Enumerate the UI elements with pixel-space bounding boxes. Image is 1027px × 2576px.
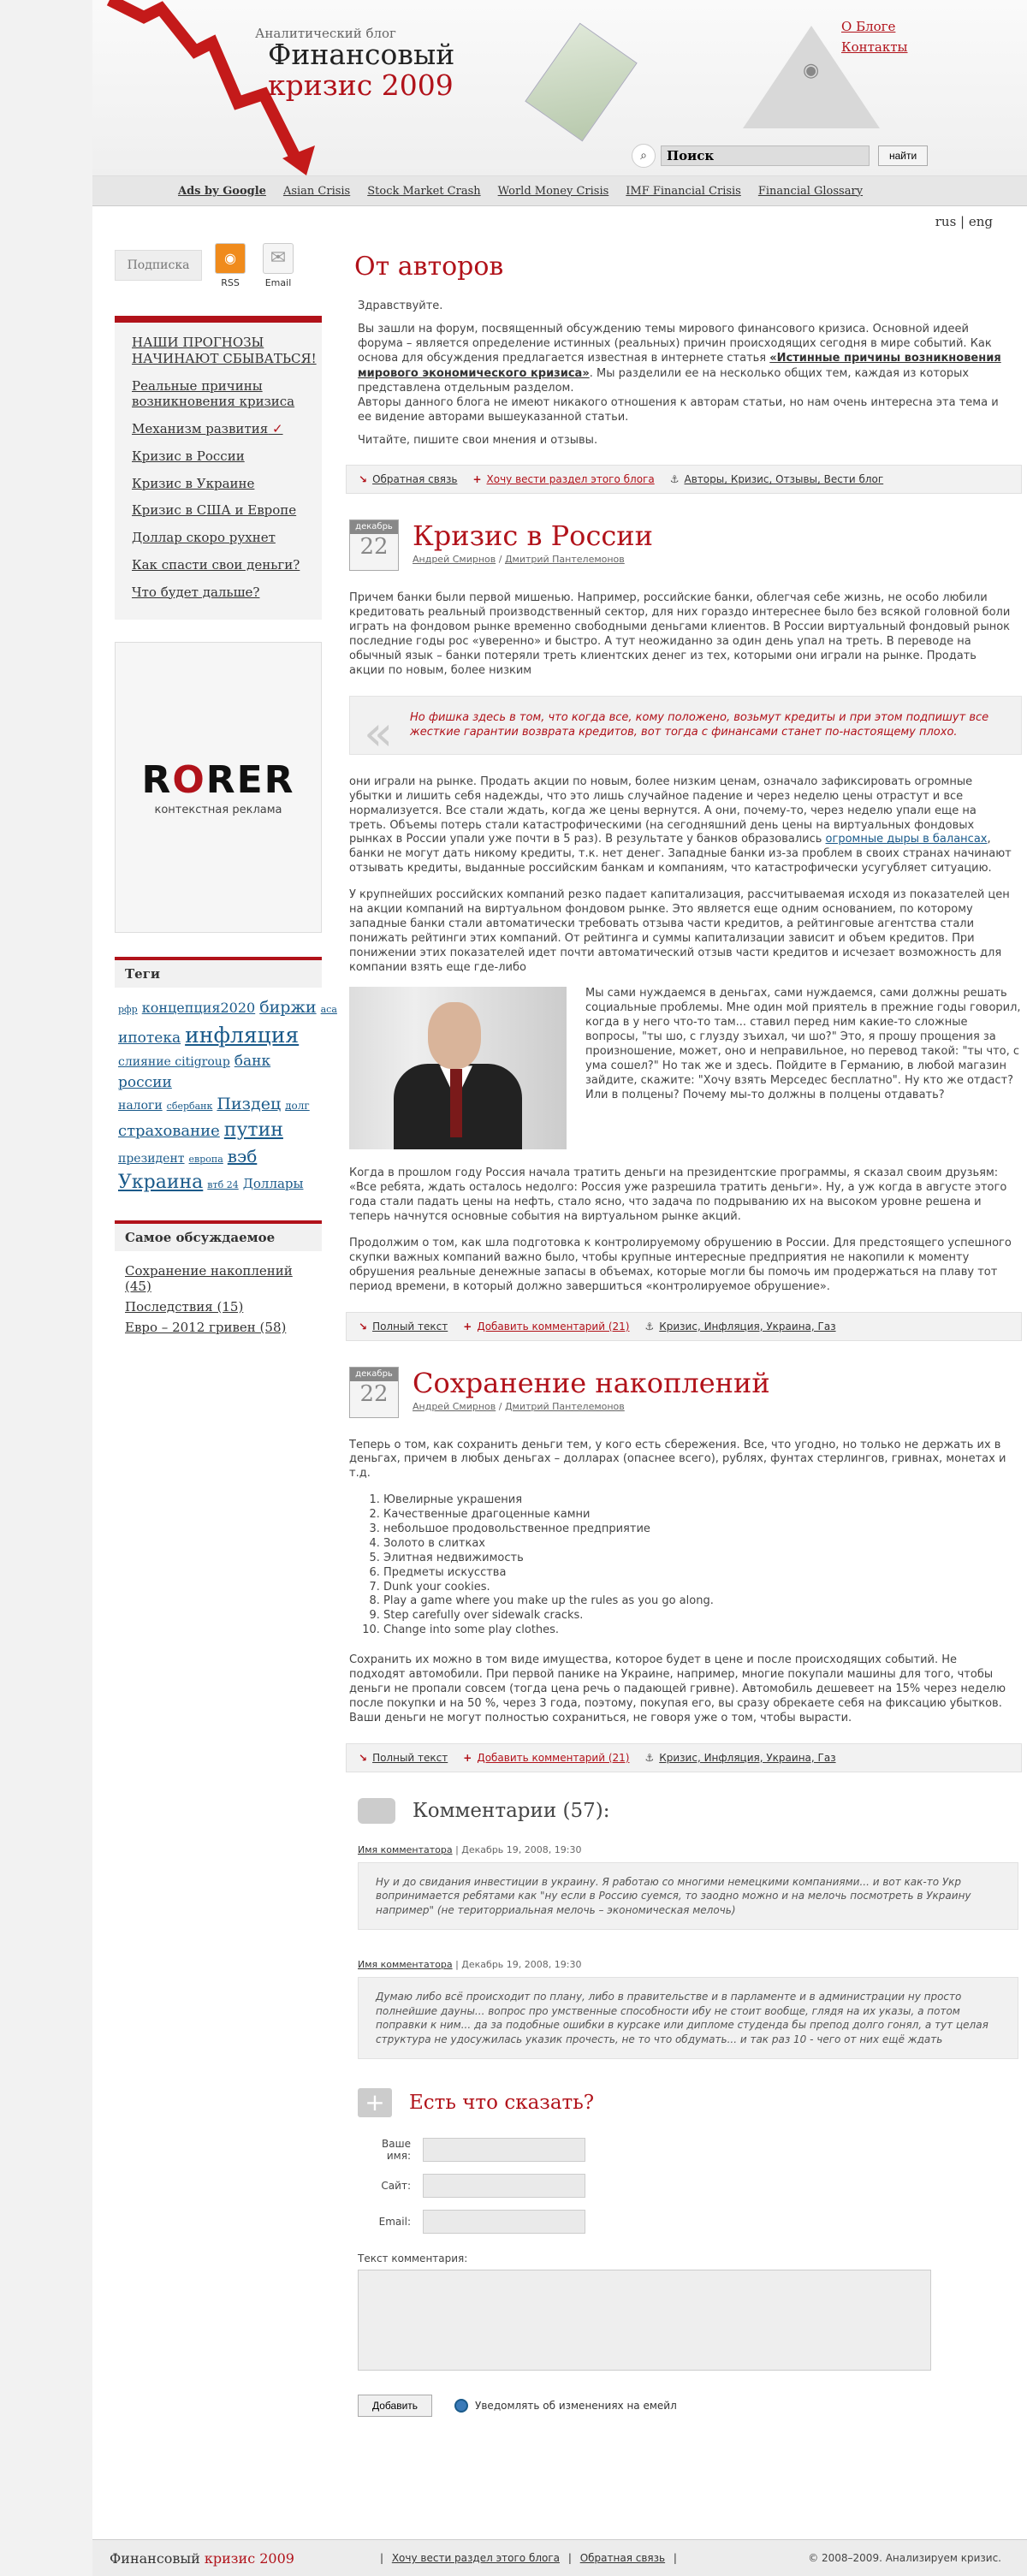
sidebar-item-real-causes[interactable]: Реальные причины возникновения кризиса xyxy=(132,377,295,410)
contacts-link[interactable]: Контакты xyxy=(841,39,908,55)
ad-logo[interactable]: RORER xyxy=(141,758,295,803)
arrow-icon: ↘ xyxy=(359,1751,368,1764)
email-field[interactable] xyxy=(423,2210,585,2234)
name-label: Ваше имя: xyxy=(382,2138,411,2163)
comment-text: Думаю либо всё происходит по плану, либо в правительстве и в парламенте и в администрации ну просто полнейшие дауны... вопрос про умственные способности ибу не стоит вообще, глядя на их указы, а потом поправки к ним... да за подобные ошибки в курсаке или дипломе студенда бы препод долго гонял, а тут целая структура не удосужилась указик прочесть, не то что обдумать... и так раз 10 - чего от них ещё ждать xyxy=(358,1977,1018,2059)
post-paragraph: Когда в прошлом году Россия начала тратить деньги на президентские программы, я сказал своим друзьям: «Все ребята, ждать осталось недолго: Россия уже разрешила тратить деньги». Ну, а уж когда в августе этого года стали падать цены на нефть, стало ясно, что задача по подрыванию их на высоком уровне решена и теперь начнутся основные события на виртуальном рынке акций. xyxy=(349,1166,1007,1224)
list-item: 1. Ювелирные украшения xyxy=(383,1493,1022,1508)
tag[interactable]: долг xyxy=(285,1100,310,1113)
tags-heading: Теги xyxy=(115,957,322,988)
list-item: 3. небольшое продовольственное предприятие xyxy=(383,1522,1022,1537)
notify-label[interactable]: Уведомлять об изменениях на емейл xyxy=(475,2400,677,2413)
site-row xyxy=(358,2174,1022,2198)
tag[interactable]: европа xyxy=(188,1153,223,1165)
post-body xyxy=(346,1439,1022,1482)
main-content xyxy=(346,240,1022,2417)
page xyxy=(92,0,1027,2576)
nav-stock-market-crash[interactable]: Stock Market Crash xyxy=(367,184,481,198)
tag[interactable]: слияние citigroup xyxy=(118,1055,230,1070)
calendar-icon xyxy=(349,519,399,571)
ads-by-google-link[interactable]: Ads by Google xyxy=(178,184,266,198)
comment-meta xyxy=(358,1959,1022,1970)
comment-meta xyxy=(358,1844,1022,1855)
quote-mark-icon: « xyxy=(364,705,394,762)
name-field[interactable] xyxy=(423,2138,585,2162)
tag[interactable]: Пиздец xyxy=(217,1095,282,1114)
post-body xyxy=(346,1653,1022,1725)
language-switch xyxy=(935,214,993,229)
author-link[interactable]: Дмитрий Пантелемонов xyxy=(504,554,625,566)
nav-asian-crisis[interactable]: Asian Crisis xyxy=(282,184,351,198)
sidebar-item-ukraine[interactable]: Кризис в Украине xyxy=(132,475,255,491)
plus-icon: + xyxy=(463,1320,472,1333)
full-text-link[interactable]: Полный текст xyxy=(372,1751,448,1764)
arrow-icon: ↘ xyxy=(359,1320,368,1333)
post-month: декабрь xyxy=(350,520,398,534)
tag[interactable]: налоги xyxy=(118,1099,163,1113)
post-title[interactable]: Кризис в России xyxy=(413,519,653,553)
nav-imf-financial-crisis[interactable]: IMF Financial Crisis xyxy=(626,184,741,198)
full-text-link[interactable]: Полный текст xyxy=(372,1320,448,1333)
commenter-name[interactable]: Имя комментатора xyxy=(358,1959,453,1971)
comment-date: | Декабрь 19, 2008, 19:30 xyxy=(452,1959,582,1971)
post-header xyxy=(349,519,1022,571)
anchor-icon: ⚓ xyxy=(644,1320,655,1333)
post-title[interactable]: Сохранение накоплений xyxy=(413,1366,770,1399)
search-bar xyxy=(632,144,928,168)
post-paragraph: Сохранить их можно в том виде имущества, которое будет в цене и после происходящих событий. Не подходят автомобили. При первой панике на Украине, например, многие покупали машины для того, чтобы деньги не пропали совсем (тогда цена речь о падающей гривне). Автомобиль дешевеет на 15% через неделю после покупки и на 50 %, через 3 года, поэтому, покупая его, вы сразу обрекаете себя на фиксацию убытков. Ваши деньги не могут полностью сохраниться, не говоря уже о том, чтобы вырасти. xyxy=(349,1653,1006,1724)
site-label: Сайт: xyxy=(381,2180,411,2193)
subscribe-label: Подписка xyxy=(115,250,202,281)
footer-links: | Хочу вести раздел этого блога | Обратная связь | xyxy=(379,2552,677,2564)
tag[interactable]: инфляция xyxy=(185,1022,300,1048)
plus-icon: + xyxy=(358,2088,392,2117)
name-row xyxy=(358,2138,1022,2162)
about-link[interactable]: О Блоге xyxy=(841,19,896,34)
tag[interactable]: биржи xyxy=(259,998,317,1018)
comment-text-label: Текст комментария: xyxy=(358,2253,468,2265)
ad-subtitle: контекстная реклама xyxy=(154,804,282,817)
subscribe-row xyxy=(115,235,322,295)
ad-banner[interactable] xyxy=(115,642,322,933)
speaker-photo xyxy=(349,987,567,1149)
submit-row xyxy=(358,2395,1022,2417)
header xyxy=(92,0,1027,176)
footer-title: Финансовый кризис 2009 xyxy=(110,2549,294,2567)
post-day: 22 xyxy=(359,1380,389,1407)
tag[interactable]: ипотека xyxy=(118,1029,181,1047)
email-row xyxy=(358,2210,1022,2234)
list-item: 10. Change into some play clothes. xyxy=(383,1623,1022,1638)
tag[interactable]: втб 24 xyxy=(207,1178,239,1190)
sidebar-item-russia[interactable]: Кризис в России xyxy=(132,448,245,464)
tag[interactable]: путин xyxy=(223,1119,283,1141)
popular-list xyxy=(115,1251,322,1335)
add-comment-link[interactable]: Добавить комментарий (21) xyxy=(477,1320,630,1333)
intro-closing: Читайте, пишите свои мнения и отзывы. xyxy=(358,434,598,448)
lang-en[interactable]: eng xyxy=(968,214,993,229)
want-section-link[interactable]: Хочу вести раздел этого блога xyxy=(486,473,655,486)
sidebar-item-mechanism[interactable]: Механизм развития ✓ xyxy=(132,421,322,437)
list-item: 9. Step carefully over sidewalk cracks. xyxy=(383,1609,1022,1623)
speech-bubble-icon xyxy=(358,1798,395,1824)
tag[interactable]: сбербанк xyxy=(166,1101,213,1113)
post-paragraph: Теперь о том, как сохранить деньги тем, у кого есть сбережения. Все, что угодно, но только не держать их в деньгах, причем в любых деньгах – долларах (опаснее всего), рублях, фунтах стерлингов, гривнах, монетах и т.д. xyxy=(349,1438,1006,1481)
footer-want-link[interactable]: Хочу вести раздел этого блога xyxy=(391,2552,561,2564)
post-authors: Андрей Смирнов / Дмитрий Пантелемонов xyxy=(413,554,625,566)
author-link[interactable]: Андрей Смирнов xyxy=(413,554,496,566)
post-action-bar xyxy=(346,1743,1022,1772)
envelope-icon[interactable]: ✉ xyxy=(263,243,294,274)
calendar-icon xyxy=(349,1367,399,1418)
post-month: декабрь xyxy=(350,1368,398,1381)
list-item: 4. Золото в слитках xyxy=(383,1537,1022,1552)
feedback-link[interactable]: Обратная связь xyxy=(372,473,458,486)
anchor-icon: ⚓ xyxy=(644,1751,655,1764)
sidebar-item-save-money[interactable]: Как спасти свои деньги? xyxy=(132,556,300,573)
tag[interactable]: концепция2020 xyxy=(141,1000,256,1017)
lang-ru[interactable]: rus xyxy=(935,214,957,229)
copyright: © 2008–2009. Анализируем кризис. xyxy=(808,2552,1001,2564)
post-paragraph: Причем банки были первой мишенью. Например, российские банки, облегчая себе жизнь, не особо любили кредитовать реальный производственный сектор, для них гораздо интереснее было без всякой головной боли играть на фондовом рынке временно свободными деньгами клиентов. В России виртуальный фондовый рынок последние годы рос «уверенно» и быстро. А тут неожиданно за один день упал на треть. В переводе на обычный язык – банки потеряли треть клиентских денег из тех, которыми они играли на рынке. Продать акции по новым, более низким xyxy=(349,591,1011,677)
footer-feedback-link[interactable]: Обратная связь xyxy=(579,2552,666,2564)
sidebar-item-dollar[interactable]: Доллар скоро рухнет xyxy=(132,530,276,545)
tag[interactable]: президент xyxy=(118,1151,185,1166)
authors-action-bar xyxy=(346,465,1022,494)
add-comment-link[interactable]: Добавить комментарий (21) xyxy=(477,1751,630,1764)
authors-heading: От авторов xyxy=(354,252,504,282)
sidebar-menu xyxy=(115,316,322,620)
author-link[interactable]: Андрей Смирнов xyxy=(413,1400,496,1412)
tag[interactable]: аса xyxy=(320,1004,337,1016)
search-button[interactable]: найти xyxy=(878,145,928,166)
search-input[interactable] xyxy=(661,145,870,166)
list-item: 7. Dunk your cookies. xyxy=(383,1581,1022,1595)
banknote-decoration xyxy=(525,23,637,142)
tag[interactable]: страхование xyxy=(118,1121,220,1140)
tag-links[interactable]: Авторы, Кризис, Отзывы, Вести блог xyxy=(684,473,884,486)
popular-item[interactable]: Сохранение накоплений (45) xyxy=(125,1262,293,1294)
author-link[interactable]: Дмитрий Пантелемонов xyxy=(504,1400,625,1412)
add-comment-button[interactable]: Добавить xyxy=(358,2395,432,2417)
tag[interactable]: Доллары xyxy=(242,1175,304,1191)
tag-cloud xyxy=(115,988,337,1196)
comment-form-heading xyxy=(358,2088,1022,2117)
popular-heading: Самое обсуждаемое xyxy=(115,1220,322,1251)
savings-list xyxy=(365,1493,1022,1638)
post-authors: Андрей Смирнов / Дмитрий Пантелемонов xyxy=(413,1400,625,1412)
tag[interactable]: вэб xyxy=(227,1145,258,1166)
post-day: 22 xyxy=(359,534,389,561)
post-paragraph: У крупнейших российских компаний резко падает капитализация, рассчитываемая исходя из показателей цен на акции компаний на виртуальном фондовом рынке. Это является еще одним основанием, по которому западные банки стали автоматически требовать отзыва части кредитов, а рейтинговые агентства стали понижать рейтинги этих компаний. От рейтинга и суммы капитализации зависит и объем кредитов. При понижении этих показателей идет почти автоматический отзыв части кредитов и исчезает возможность для компании взять еще где-либо xyxy=(349,888,1010,974)
blockquote xyxy=(349,696,1022,762)
post-body xyxy=(346,775,1022,976)
eye-icon: ◉ xyxy=(803,60,820,81)
list-item: 6. Предметы искусства xyxy=(383,1566,1022,1581)
post-header xyxy=(349,1367,1022,1418)
side-text: Мы сами нуждаемся в деньгах, сами нуждаемся, сами должны решать социальные проблемы. Мне один мой приятель в прежние годы говорил, когда в у него что-то там... ставил перед ним какие-то сложные вопросы, "ты шо, с глузду зъихал, чи шо?" Это, я прошу прощения за произношение, может, оно и неправильное, но перевод такой: "ты что, с ума сошел?" Но так же и здесь. Пойдите в Германию, в любой магазин зайдите, скажите: "Хочу взять Мерседес бесплатно". Ну кто же отдаст? Или в полцены? Почему мы-то должны в полцены отдавать? xyxy=(585,987,1021,1101)
email-feed[interactable] xyxy=(258,243,298,288)
anchor-icon: ⚓ xyxy=(669,473,680,486)
email-label[interactable]: Email xyxy=(264,276,292,288)
tag[interactable]: Украина xyxy=(118,1171,204,1193)
authors-intro xyxy=(346,299,1022,448)
top-links xyxy=(841,19,908,60)
list-item: 8. Play a game where you make up the rules as you go along. xyxy=(383,1594,1022,1609)
blog-title-line2[interactable]: кризис 2009 xyxy=(268,68,454,102)
list-item: 5. Элитная недвижимость xyxy=(383,1552,1022,1566)
sidebar-item-usa-europe[interactable]: Кризис в США и Европе xyxy=(132,502,297,519)
blog-subtitle: Аналитический блог xyxy=(255,26,396,41)
inline-link[interactable]: огромные дыры в балансах xyxy=(825,833,988,846)
email-label: Email: xyxy=(378,2216,411,2229)
post-paragraph: они играли на рынке. Продать акции по новым, более низким ценам, означало зафиксировать огромные убытки и лишить себя надежды, что это лишь случайное падение и через неделю цены отрастут и все нормализуется. Все стали ждать, когда же цены вернутся. А они, почему-то, через неделю упали еще на треть. Объемы потерь стали катастрофическими (на сегодняшний день цены на виртуальных фондовых рынках в России упали уже почти в 5 раз). В результате у банков образовались огромные дыры в балансах, банки не могут дать никому кредиты, т.к. нет денег. Западные банки из-за проблем в своих странах начинают отзывать кредиты, выданные российским банкам и компаниям, что катастрофически усугубляет ситуацию. xyxy=(349,775,1012,875)
rss-feed[interactable] xyxy=(211,243,250,288)
comment-form-title: Есть что сказать? xyxy=(409,2092,595,2115)
search-icon: ⌕ xyxy=(632,144,656,168)
commenter-name[interactable]: Имя комментатора xyxy=(358,1843,453,1855)
tag-links[interactable]: Кризис, Инфляция, Украина, Газ xyxy=(659,1320,836,1333)
notify-radio[interactable] xyxy=(454,2399,468,2413)
sidebar-item-next[interactable]: Что будет дальше? xyxy=(132,584,260,600)
comments-title: Комментарии (57): xyxy=(413,1799,610,1822)
comment-textarea[interactable] xyxy=(358,2270,931,2371)
comment-date: | Декабрь 19, 2008, 19:30 xyxy=(452,1843,582,1855)
article-link[interactable]: «Истинные причины возникновения мирового экономического кризиса» xyxy=(358,352,1001,380)
intro-paragraph: Вы зашли на форум, посвященный обсуждению темы мирового финансового кризиса. Основной идеей форума – является определение истинных (реальных) причин происходящих сегодня в мире событий. Как основа для обсуждения предлагается известная в интернете статья «Истинные причины возникновения мирового экономического кризиса». Мы разделили ее на несколько общих тем, каждая из которых представлена отдельным разделом. Авторы данного блога не имеют никакого отношения к авторам статьи, но нам очень интересна эта тема и ее видение авторами вышеуказанной статьи. xyxy=(358,323,1001,424)
nav-financial-glossary[interactable]: Financial Glossary xyxy=(757,184,864,198)
comment-text: Ну и до свидания инвестиции в украину. Я работаю со многими немецкими компаниями... и вот как-то Укр вопринимается ребятами как "ну если в Россию суемся, то заодно можно и на мелочь посмотреть в Украину например" (не територриальная мелочь – экономическая мелочь) xyxy=(358,1862,1018,1931)
post-paragraph: Продолжим о том, как шла подготовка к контролируемому обрушению в России. Для предстоящего успешного скупки важных компаний важно было, чтобы крупные интересные предприятия не накопили к моменту обрушения реальные денежные запасы в объемах, которые могли бы помочь им продержаться на плаву тот период времени, в который должно завершиться «контролируемое обрушение». xyxy=(349,1236,1012,1293)
plus-icon: + xyxy=(463,1751,472,1764)
arrow-icon: ↘ xyxy=(359,473,368,486)
site-field[interactable] xyxy=(423,2174,585,2198)
popular-item[interactable]: Евро – 2012 гривен (58) xyxy=(125,1319,287,1335)
post-body xyxy=(346,591,1022,678)
tag-links[interactable]: Кризис, Инфляция, Украина, Газ xyxy=(659,1751,836,1764)
post-action-bar xyxy=(346,1312,1022,1341)
ads-nav xyxy=(92,176,1027,206)
tag[interactable]: рфр xyxy=(118,1004,138,1016)
rss-icon[interactable]: ◉ xyxy=(215,243,246,274)
blog-title-line1[interactable]: Финансовый xyxy=(268,38,455,71)
sidebar-item-forecasts[interactable]: НАШИ ПРОГНОЗЫ НАЧИНАЮТ СБЫВАТЬСЯ! xyxy=(132,335,317,366)
plus-icon: + xyxy=(472,473,482,486)
popular-item[interactable]: Последствия (15) xyxy=(125,1298,244,1315)
comments-heading xyxy=(358,1798,1022,1824)
tag[interactable]: банк россии xyxy=(118,1053,271,1091)
nav-world-money-crisis[interactable]: World Money Crisis xyxy=(497,184,609,198)
footer xyxy=(92,2539,1027,2576)
image-block xyxy=(349,987,1022,1149)
lang-separator: | xyxy=(956,214,969,229)
list-item: 2. Качественные драгоценные камни xyxy=(383,1508,1022,1522)
quote-text: Но фишка здесь в том, что когда все, кому положено, возьмут кредиты и при этом подпишут все жесткие гарантии возврата кредитов, вот тогда с финансами станет по-настоящему плохо. xyxy=(410,710,989,739)
rss-label[interactable]: RSS xyxy=(221,276,240,288)
post-body xyxy=(346,1166,1022,1294)
greeting: Здравствуйте. xyxy=(358,300,443,312)
sidebar xyxy=(115,235,337,1340)
